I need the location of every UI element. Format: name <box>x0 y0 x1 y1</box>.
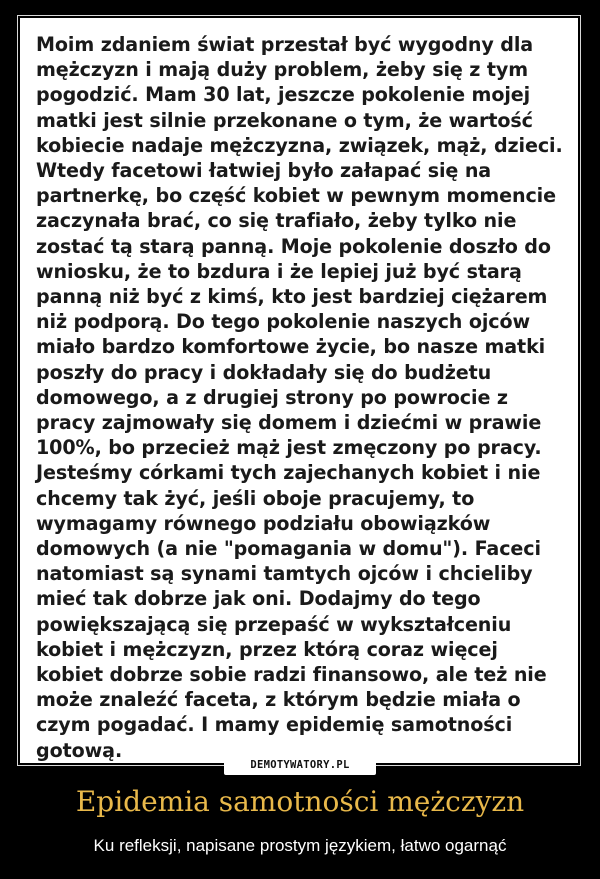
post-title: Epidemia samotności mężczyzn <box>75 785 525 818</box>
demotivator-image[interactable] <box>20 18 578 763</box>
post-body-text: Moim zdaniem świat przestał być wygodny dla mężczyzn i mają duży problem, żeby się z tym pogodzić. Mam 30 lat, jeszcze pokolenie mojej matki jest silnie przekonane o tym, że wartość kobiecie nadaje mężczyzna, związek, mąż, dzieci. Wtedy facetowi łatwiej było załapać się na partnerkę, bo część kobiet w pewnym momencie zaczynała brać, co się trafiało, żeby tylko nie zostać tą starą panną. Moje pokolenie doszło do wniosku, że to bzdura i że lepiej już być starą panną niż być z kimś, kto jest bardziej ciężarem niż podporą. Do tego pokolenie naszych ojców miało bardzo komfortowe życie, bo nasze matki poszły do pracy i dokładały się do budżetu domowego, a z drugiej strony po powrocie z pracy zajmowały się domem i dziećmi w prawie 100%, bo przecież mąż jest zmęczony po pracy. Jesteśmy córkami tych zajechanych kobiet i nie chcemy tak żyć, jeśli oboje pracujemy, to wymagamy równego podziału obowiązków domowych (a nie "pomagania w domu"). Faceci natomiast są synami tamtych ojców i chcieliby mieć tak dobrze jak oni. Dodajmy do tego powiększającą się przepaść w wykształceniu kobiet i mężczyzn, przez którą coraz więcej kobiet dobrze sobie radzi finansowo, ale też nie może znaleźć faceta, z którym będzie miała o czym pogadać. I mamy epidemię samotności gotową. <box>36 33 563 762</box>
watermark-label: DEMOTYWATORY.PL <box>224 755 376 775</box>
post-subtitle: Ku refleksji, napisane prostym językiem, łatwo ogarnąć <box>93 836 507 855</box>
